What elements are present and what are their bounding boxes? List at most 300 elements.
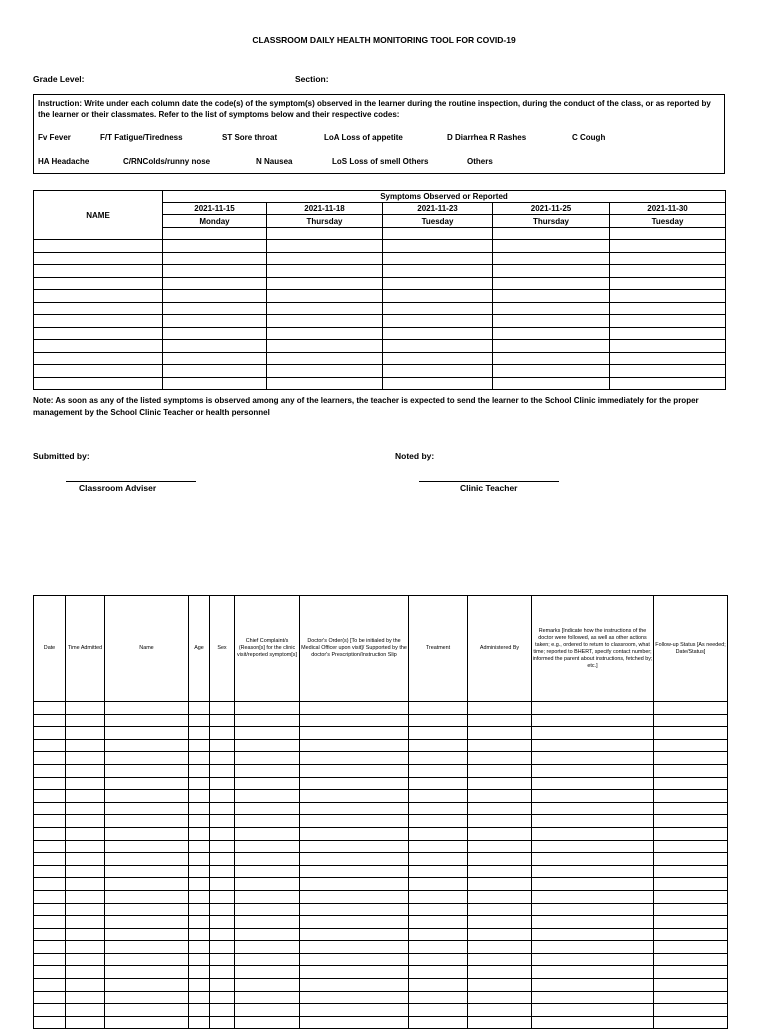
blank-cell bbox=[493, 252, 610, 265]
blank-cell bbox=[532, 903, 654, 916]
blank-cell bbox=[66, 777, 105, 790]
col-date-header: Date bbox=[34, 596, 66, 702]
col-time-header: Time Admitted bbox=[66, 596, 105, 702]
blank-cell bbox=[409, 878, 468, 891]
day-header: Thursday bbox=[493, 215, 610, 228]
blank-cell bbox=[34, 827, 66, 840]
table-row bbox=[34, 802, 728, 815]
blank-cell bbox=[34, 853, 66, 866]
blank-cell bbox=[532, 916, 654, 929]
blank-cell bbox=[105, 966, 189, 979]
blank-cell bbox=[409, 1004, 468, 1017]
blank-cell bbox=[610, 340, 726, 353]
blank-cell bbox=[267, 290, 383, 303]
blank-cell bbox=[532, 853, 654, 866]
blank-cell bbox=[300, 853, 409, 866]
blank-cell bbox=[300, 752, 409, 765]
blank-cell bbox=[34, 739, 66, 752]
blank-cell bbox=[210, 815, 235, 828]
blank-cell bbox=[383, 290, 493, 303]
blank-cell bbox=[654, 853, 728, 866]
blank-cell bbox=[66, 752, 105, 765]
blank-cell bbox=[532, 739, 654, 752]
blank-cell bbox=[532, 777, 654, 790]
blank-cell bbox=[66, 966, 105, 979]
blank-cell bbox=[105, 1004, 189, 1017]
code-loss-smell: LoS Loss of smell Others bbox=[332, 157, 429, 166]
blank-cell bbox=[210, 941, 235, 954]
blank-cell bbox=[300, 1004, 409, 1017]
blank-cell bbox=[409, 890, 468, 903]
blank-cell bbox=[163, 365, 267, 378]
blank-cell bbox=[300, 827, 409, 840]
blank-cell bbox=[654, 916, 728, 929]
table-row bbox=[34, 941, 728, 954]
blank-cell bbox=[409, 966, 468, 979]
blank-cell bbox=[66, 890, 105, 903]
blank-cell bbox=[34, 327, 163, 340]
col-complaint-header: Chief Complaint/s (Reason[s] for the clinic visit/reported symptom[s] bbox=[235, 596, 300, 702]
blank-cell bbox=[210, 752, 235, 765]
blank-cell bbox=[409, 865, 468, 878]
blank-cell bbox=[654, 702, 728, 715]
blank-cell bbox=[409, 702, 468, 715]
blank-cell bbox=[409, 815, 468, 828]
blank-cell bbox=[610, 365, 726, 378]
date-header: 2021-11-25 bbox=[493, 203, 610, 215]
blank-cell bbox=[493, 340, 610, 353]
blank-cell bbox=[34, 991, 66, 1004]
blank-cell bbox=[189, 916, 210, 929]
blank-cell bbox=[267, 277, 383, 290]
blank-cell bbox=[654, 979, 728, 992]
blank-cell bbox=[189, 1004, 210, 1017]
blank-cell bbox=[235, 702, 300, 715]
blank-cell bbox=[34, 252, 163, 265]
blank-cell bbox=[493, 228, 610, 240]
blank-cell bbox=[468, 941, 532, 954]
table-row bbox=[34, 240, 726, 253]
blank-cell bbox=[34, 928, 66, 941]
blank-cell bbox=[210, 827, 235, 840]
blank-cell bbox=[409, 903, 468, 916]
blank-cell bbox=[235, 790, 300, 803]
blank-cell bbox=[468, 727, 532, 740]
blank-cell bbox=[66, 739, 105, 752]
blank-cell bbox=[66, 865, 105, 878]
blank-cell bbox=[409, 1016, 468, 1029]
name-header: NAME bbox=[34, 191, 163, 240]
blank-cell bbox=[468, 815, 532, 828]
blank-cell bbox=[235, 890, 300, 903]
blank-cell bbox=[267, 265, 383, 278]
blank-cell bbox=[532, 953, 654, 966]
blank-cell bbox=[235, 727, 300, 740]
blank-cell bbox=[210, 865, 235, 878]
col-sex-header: Sex bbox=[210, 596, 235, 702]
table-row bbox=[34, 290, 726, 303]
blank-cell bbox=[105, 865, 189, 878]
blank-cell bbox=[493, 352, 610, 365]
blank-cell bbox=[300, 890, 409, 903]
blank-cell bbox=[300, 790, 409, 803]
blank-cell bbox=[105, 714, 189, 727]
table-row bbox=[34, 365, 726, 378]
blank-cell bbox=[163, 302, 267, 315]
blank-cell bbox=[210, 953, 235, 966]
blank-cell bbox=[34, 340, 163, 353]
table-row bbox=[34, 916, 728, 929]
blank-cell bbox=[468, 764, 532, 777]
blank-cell bbox=[105, 878, 189, 891]
blank-cell bbox=[493, 315, 610, 328]
blank-cell bbox=[66, 802, 105, 815]
blank-cell bbox=[300, 702, 409, 715]
submitted-by-label: Submitted by: bbox=[33, 451, 90, 461]
blank-cell bbox=[493, 365, 610, 378]
blank-cell bbox=[383, 315, 493, 328]
blank-cell bbox=[189, 727, 210, 740]
blank-cell bbox=[654, 739, 728, 752]
blank-cell bbox=[409, 953, 468, 966]
clinic-teacher-label: Clinic Teacher bbox=[460, 483, 518, 493]
blank-cell bbox=[189, 966, 210, 979]
instruction-text: Instruction: Write under each column date the code(s) of the symptom(s) observed in the learner during the routine inspection, during the conduct of the class, or as reported by the learner or their classmates. Refer to the list of symptoms below and their respective codes: bbox=[38, 99, 711, 119]
blank-cell bbox=[66, 953, 105, 966]
blank-cell bbox=[210, 714, 235, 727]
blank-cell bbox=[409, 739, 468, 752]
blank-cell bbox=[267, 302, 383, 315]
blank-cell bbox=[468, 777, 532, 790]
table-row bbox=[34, 853, 728, 866]
blank-cell bbox=[654, 1004, 728, 1017]
code-sore-throat: ST Sore throat bbox=[222, 133, 278, 142]
blank-cell bbox=[610, 290, 726, 303]
blank-cell bbox=[105, 890, 189, 903]
blank-cell bbox=[532, 802, 654, 815]
blank-cell bbox=[163, 352, 267, 365]
blank-cell bbox=[383, 377, 493, 390]
clinic-log-table bbox=[33, 595, 728, 1029]
blank-cell bbox=[34, 777, 66, 790]
day-header: Tuesday bbox=[383, 215, 493, 228]
blank-cell bbox=[493, 327, 610, 340]
blank-cell bbox=[105, 739, 189, 752]
blank-cell bbox=[34, 941, 66, 954]
adviser-label: Classroom Adviser bbox=[79, 483, 157, 493]
date-header: 2021-11-30 bbox=[610, 203, 726, 215]
blank-cell bbox=[105, 752, 189, 765]
blank-cell bbox=[105, 991, 189, 1004]
blank-cell bbox=[300, 802, 409, 815]
blank-cell bbox=[267, 240, 383, 253]
table-row bbox=[34, 377, 726, 390]
blank-cell bbox=[189, 702, 210, 715]
blank-cell bbox=[300, 953, 409, 966]
blank-cell bbox=[34, 240, 163, 253]
blank-cell bbox=[409, 790, 468, 803]
blank-cell bbox=[654, 865, 728, 878]
blank-cell bbox=[267, 327, 383, 340]
blank-cell bbox=[532, 840, 654, 853]
blank-cell bbox=[654, 991, 728, 1004]
table-row bbox=[34, 265, 726, 278]
section-label: Section: bbox=[295, 74, 329, 84]
blank-cell bbox=[105, 827, 189, 840]
blank-cell bbox=[210, 777, 235, 790]
blank-cell bbox=[189, 941, 210, 954]
blank-cell bbox=[235, 739, 300, 752]
blank-cell bbox=[189, 815, 210, 828]
blank-cell bbox=[34, 790, 66, 803]
table-row bbox=[34, 827, 728, 840]
blank-cell bbox=[235, 853, 300, 866]
blank-cell bbox=[610, 252, 726, 265]
blank-cell bbox=[383, 240, 493, 253]
blank-cell bbox=[235, 953, 300, 966]
col-doctor-order-header: Doctor's Order(s) [To be initialed by the Medical Officer upon visit]/ Supported by the doctor's Prescription/Instruction Slip bbox=[300, 596, 409, 702]
blank-cell bbox=[300, 966, 409, 979]
blank-cell bbox=[66, 1004, 105, 1017]
blank-cell bbox=[468, 752, 532, 765]
blank-cell bbox=[610, 240, 726, 253]
blank-cell bbox=[66, 815, 105, 828]
blank-cell bbox=[532, 878, 654, 891]
blank-cell bbox=[409, 777, 468, 790]
blank-cell bbox=[34, 815, 66, 828]
table-row bbox=[34, 840, 728, 853]
blank-cell bbox=[105, 953, 189, 966]
blank-cell bbox=[66, 764, 105, 777]
blank-cell bbox=[34, 890, 66, 903]
blank-cell bbox=[66, 928, 105, 941]
blank-cell bbox=[532, 928, 654, 941]
blank-cell bbox=[654, 941, 728, 954]
blank-cell bbox=[610, 327, 726, 340]
blank-cell bbox=[493, 377, 610, 390]
blank-cell bbox=[532, 941, 654, 954]
blank-cell bbox=[532, 752, 654, 765]
blank-cell bbox=[34, 802, 66, 815]
blank-cell bbox=[300, 840, 409, 853]
table-row bbox=[34, 327, 726, 340]
blank-cell bbox=[267, 228, 383, 240]
blank-cell bbox=[409, 840, 468, 853]
blank-cell bbox=[409, 928, 468, 941]
blank-cell bbox=[34, 878, 66, 891]
blank-cell bbox=[189, 865, 210, 878]
blank-cell bbox=[235, 979, 300, 992]
blank-cell bbox=[210, 802, 235, 815]
blank-cell bbox=[383, 277, 493, 290]
blank-cell bbox=[66, 916, 105, 929]
blank-cell bbox=[34, 840, 66, 853]
blank-cell bbox=[468, 953, 532, 966]
blank-cell bbox=[189, 739, 210, 752]
date-header: 2021-11-15 bbox=[163, 203, 267, 215]
blank-cell bbox=[610, 352, 726, 365]
blank-cell bbox=[300, 903, 409, 916]
blank-cell bbox=[532, 865, 654, 878]
blank-cell bbox=[468, 739, 532, 752]
blank-cell bbox=[409, 714, 468, 727]
blank-cell bbox=[493, 277, 610, 290]
blank-cell bbox=[210, 727, 235, 740]
day-header: Monday bbox=[163, 215, 267, 228]
blank-cell bbox=[468, 966, 532, 979]
table-row bbox=[34, 928, 728, 941]
table-row bbox=[34, 714, 728, 727]
blank-cell bbox=[34, 764, 66, 777]
blank-cell bbox=[189, 790, 210, 803]
table-row bbox=[34, 777, 728, 790]
blank-cell bbox=[34, 752, 66, 765]
table-row bbox=[34, 340, 726, 353]
blank-cell bbox=[235, 1004, 300, 1017]
blank-cell bbox=[267, 315, 383, 328]
blank-cell bbox=[210, 739, 235, 752]
blank-cell bbox=[654, 890, 728, 903]
blank-cell bbox=[300, 928, 409, 941]
noted-by-label: Noted by: bbox=[395, 451, 435, 461]
blank-cell bbox=[493, 290, 610, 303]
blank-cell bbox=[468, 903, 532, 916]
blank-cell bbox=[532, 815, 654, 828]
blank-cell bbox=[163, 340, 267, 353]
blank-cell bbox=[105, 764, 189, 777]
blank-cell bbox=[189, 827, 210, 840]
blank-cell bbox=[654, 777, 728, 790]
blank-cell bbox=[409, 802, 468, 815]
blank-cell bbox=[34, 377, 163, 390]
blank-cell bbox=[34, 714, 66, 727]
blank-cell bbox=[210, 966, 235, 979]
code-headache: HA Headache bbox=[38, 157, 90, 166]
blank-cell bbox=[34, 352, 163, 365]
blank-cell bbox=[300, 878, 409, 891]
blank-cell bbox=[189, 979, 210, 992]
table-row bbox=[34, 702, 728, 715]
blank-cell bbox=[468, 890, 532, 903]
table-row bbox=[34, 815, 728, 828]
blank-cell bbox=[34, 865, 66, 878]
blank-cell bbox=[189, 953, 210, 966]
clinic-teacher-signature-line bbox=[419, 481, 559, 482]
blank-cell bbox=[66, 853, 105, 866]
blank-cell bbox=[654, 827, 728, 840]
blank-cell bbox=[383, 265, 493, 278]
blank-cell bbox=[66, 1016, 105, 1029]
col-age-header: Age bbox=[189, 596, 210, 702]
blank-cell bbox=[409, 979, 468, 992]
table-row bbox=[34, 315, 726, 328]
blank-cell bbox=[235, 802, 300, 815]
blank-cell bbox=[66, 727, 105, 740]
blank-cell bbox=[34, 979, 66, 992]
blank-cell bbox=[532, 991, 654, 1004]
blank-cell bbox=[189, 840, 210, 853]
blank-cell bbox=[300, 865, 409, 878]
blank-cell bbox=[235, 903, 300, 916]
blank-cell bbox=[300, 714, 409, 727]
blank-cell bbox=[409, 827, 468, 840]
note-text: Note: As soon as any of the listed symptoms is observed among any of the learners, the teacher is expected to send the learner to the School Clinic immediately for the proper management by the School Clinic Teacher or health personnel bbox=[33, 396, 699, 417]
table-row bbox=[34, 252, 726, 265]
blank-cell bbox=[654, 928, 728, 941]
blank-cell bbox=[468, 916, 532, 929]
blank-cell bbox=[300, 777, 409, 790]
blank-cell bbox=[610, 315, 726, 328]
blank-cell bbox=[300, 916, 409, 929]
table-row bbox=[34, 953, 728, 966]
grade-level-label: Grade Level: bbox=[33, 74, 85, 84]
table-row bbox=[34, 790, 728, 803]
blank-cell bbox=[105, 941, 189, 954]
blank-cell bbox=[300, 991, 409, 1004]
blank-cell bbox=[210, 928, 235, 941]
blank-cell bbox=[34, 1016, 66, 1029]
day-header: Tuesday bbox=[610, 215, 726, 228]
blank-cell bbox=[610, 228, 726, 240]
blank-cell bbox=[189, 853, 210, 866]
blank-cell bbox=[105, 702, 189, 715]
blank-cell bbox=[654, 752, 728, 765]
blank-cell bbox=[493, 240, 610, 253]
blank-cell bbox=[34, 916, 66, 929]
blank-cell bbox=[34, 702, 66, 715]
blank-cell bbox=[34, 365, 163, 378]
blank-cell bbox=[654, 764, 728, 777]
blank-cell bbox=[468, 853, 532, 866]
blank-cell bbox=[468, 840, 532, 853]
blank-cell bbox=[34, 265, 163, 278]
blank-cell bbox=[189, 714, 210, 727]
blank-cell bbox=[210, 1016, 235, 1029]
blank-cell bbox=[409, 941, 468, 954]
blank-cell bbox=[210, 903, 235, 916]
blank-cell bbox=[267, 365, 383, 378]
blank-cell bbox=[383, 228, 493, 240]
blank-cell bbox=[105, 790, 189, 803]
blank-cell bbox=[66, 790, 105, 803]
symptoms-group-header: Symptoms Observed or Reported bbox=[163, 191, 726, 203]
instruction-box bbox=[33, 94, 725, 174]
blank-cell bbox=[163, 252, 267, 265]
blank-cell bbox=[105, 979, 189, 992]
blank-cell bbox=[235, 991, 300, 1004]
blank-cell bbox=[34, 290, 163, 303]
blank-cell bbox=[210, 916, 235, 929]
blank-cell bbox=[532, 966, 654, 979]
blank-cell bbox=[235, 865, 300, 878]
blank-cell bbox=[105, 1016, 189, 1029]
blank-cell bbox=[210, 853, 235, 866]
blank-cell bbox=[383, 340, 493, 353]
blank-cell bbox=[468, 878, 532, 891]
blank-cell bbox=[654, 1016, 728, 1029]
blank-cell bbox=[532, 702, 654, 715]
blank-cell bbox=[532, 727, 654, 740]
blank-cell bbox=[493, 302, 610, 315]
table-row bbox=[34, 903, 728, 916]
blank-cell bbox=[189, 764, 210, 777]
table-row bbox=[34, 878, 728, 891]
col-name-header: Name bbox=[105, 596, 189, 702]
table-row bbox=[34, 764, 728, 777]
blank-cell bbox=[654, 727, 728, 740]
blank-cell bbox=[105, 903, 189, 916]
blank-cell bbox=[300, 1016, 409, 1029]
